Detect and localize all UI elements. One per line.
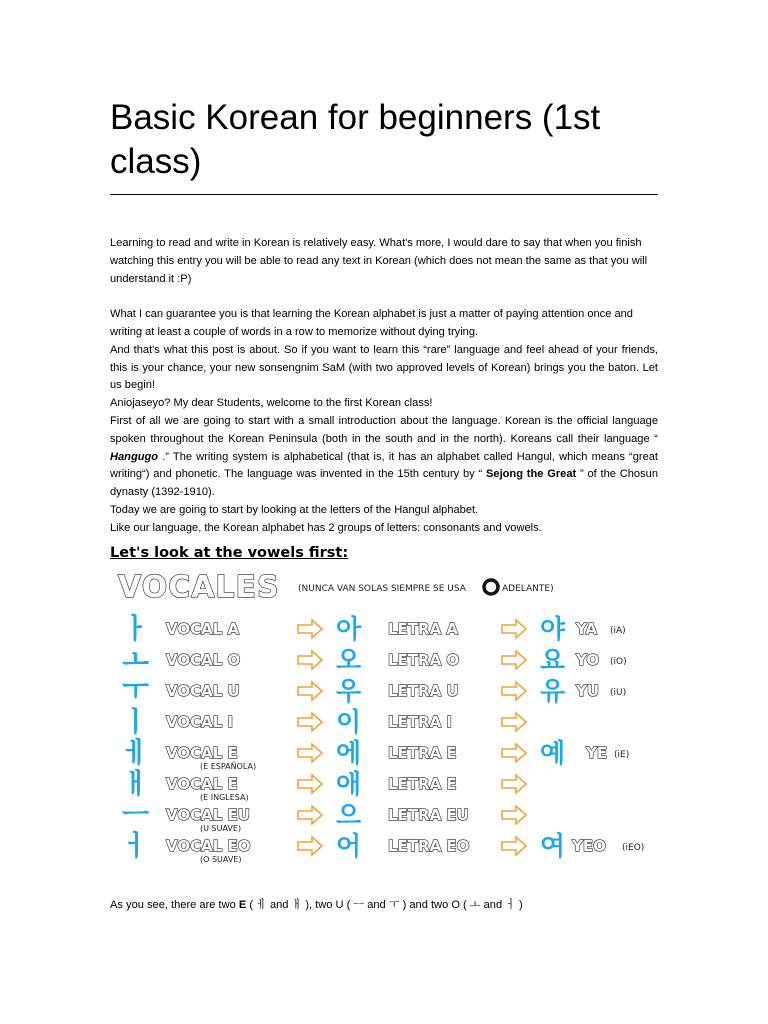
chart-note-end: ADELANTE) [502,584,554,594]
vocal-label: VOCAL EU [166,806,250,824]
paragraph-language: First of all we are going to start with a small introduction about the language. Korean is the official language spoken throughout the Korean Peninsula (both in the south and in the north). Koreans call their language “ Hangugo .” The writing system is alphabetical (that is, it has an alphabet called Hangul, which means “great writing“) and phonetic. The language was invented in the 15th century by “ Sejong the Great ” of the Chosun dynasty (1392-1910). [110,414,658,499]
y-vowel-label: YU [576,682,600,700]
arrow-icon [298,806,322,824]
letra-label: LETRA EO [388,837,470,855]
vocal-label: VOCAL E [166,744,238,762]
y-syllable-glyph: 야 [540,615,566,645]
vocal-sub-label: (E INGLESA) [200,793,249,802]
letra-label: LETRA U [388,682,459,700]
paragraph-guarantee: What I can guarantee you is that learning the Korean alphabet is just a matter of paying attention once and writing at least a couple of words in a row to memorize without dying trying. [110,308,633,338]
arrow-icon [502,620,526,638]
vowel-footer-note: As you see, there are two E ( ㅔ and ㅐ ), two U ( ㅡ and ㅜ ) and two O ( ㅗ and ㅓ ) [110,899,523,911]
arrow-icon [298,744,322,762]
name-sejong: Sejong the Great [486,468,577,481]
arrow-icon [298,682,322,700]
letra-label: LETRA EU [388,806,469,824]
arrow-icon [502,775,526,793]
y-vowel-note: (iU) [610,688,627,698]
vocal-label: VOCAL EO [166,837,251,855]
letra-label: LETRA O [388,651,460,669]
y-syllable-glyph: 여 [540,832,566,862]
y-vowel-note: (iEO) [622,843,645,853]
letra-label: LETRA E [388,775,457,793]
vowel-chart [110,567,658,877]
y-vowel-note: (iO) [610,657,627,667]
jamo-glyph: ㅗ [122,643,150,676]
vocal-sub-label: (U SUAVE) [200,824,242,833]
paragraph-post: And that's what this post is about. So if you want to learn this “rare” language and feel ahead of your friends, this is your chance, your new sonsengnim SaM (with two approved levels of Korean) brings you the baton. Let us begin! [110,343,658,392]
jamo-glyph: ㅔ [122,736,150,769]
vocal-sub-label: (E ESPAÑOLA) [200,762,257,771]
arrow-icon [502,744,526,762]
syllable-glyph: 아 [336,615,362,645]
vowel-heading: Let's look at the vowels first: [110,545,349,561]
title-divider [110,194,658,195]
jamo-glyph: ㅐ [122,767,150,800]
y-vowel-label: YA [576,620,598,638]
paragraph-today: Today we are going to start by looking at the letters of the Hangul alphabet. [110,503,479,516]
arrow-icon [298,775,322,793]
y-vowel-label: YE [586,744,608,762]
y-syllable-glyph: 예 [540,739,566,769]
syllable-glyph: 어 [336,832,362,862]
syllable-glyph: 애 [336,770,362,800]
vocal-label: VOCAL U [166,682,240,700]
vocal-label: VOCAL E [166,775,238,793]
arrow-icon [298,713,322,731]
letra-label: LETRA A [388,620,459,638]
syllable-glyph: 이 [336,708,362,738]
vocal-label: VOCAL I [166,713,234,731]
jamo-glyph: ㅓ [122,829,150,862]
letra-label: LETRA E [388,744,457,762]
arrow-icon [298,651,322,669]
arrow-icon [502,651,526,669]
arrow-icon [298,837,322,855]
word-hangugo: Hangugo [110,450,159,463]
jamo-glyph: ㅡ [122,798,150,831]
syllable-glyph: 으 [336,801,362,831]
vocal-sub-label: (O SUAVE) [200,855,242,864]
paragraph-greeting: Aniojaseyo? My dear Students, welcome to the first Korean class! [110,397,433,410]
vocal-label: VOCAL A [166,620,240,638]
jamo-glyph: ㅏ [122,612,150,645]
y-syllable-glyph: 요 [540,646,566,676]
arrow-icon [502,682,526,700]
letra-label: LETRA I [388,713,452,731]
y-vowel-label: YO [576,651,600,669]
chart-note-start: (NUNCA VAN SOLAS SIEMPRE SE USA [298,584,466,594]
y-vowel-note: (iA) [610,626,626,636]
y-vowel-note: (iE) [614,750,630,760]
jamo-glyph: ㅜ [122,674,150,707]
arrow-icon [502,713,526,731]
jamo-glyph: ㅣ [122,705,150,738]
syllable-glyph: 우 [336,677,362,707]
y-syllable-glyph: 유 [540,677,566,707]
arrow-icon [502,806,526,824]
page-title: Basic Korean for beginners (1st class) [110,98,601,181]
vocal-label: VOCAL O [166,651,241,669]
article-body [110,235,658,538]
arrow-icon [502,837,526,855]
paragraph-intro: Learning to read and write in Korean is relatively easy. What's more, I would dare to say that when you finish watching this entry you will be able to read any text in Korean (which does not mean the same as that you will understand it :P) [110,237,648,285]
arrow-icon [298,620,322,638]
syllable-glyph: 오 [336,646,362,676]
syllable-glyph: 에 [336,739,362,769]
circle-o-icon [484,580,498,594]
y-vowel-label: YEO [572,837,606,855]
chart-title: VOCALES [118,570,280,605]
paragraph-groups: Like our language, the Korean alphabet has 2 groups of letters: consonants and vowels. [110,521,542,534]
